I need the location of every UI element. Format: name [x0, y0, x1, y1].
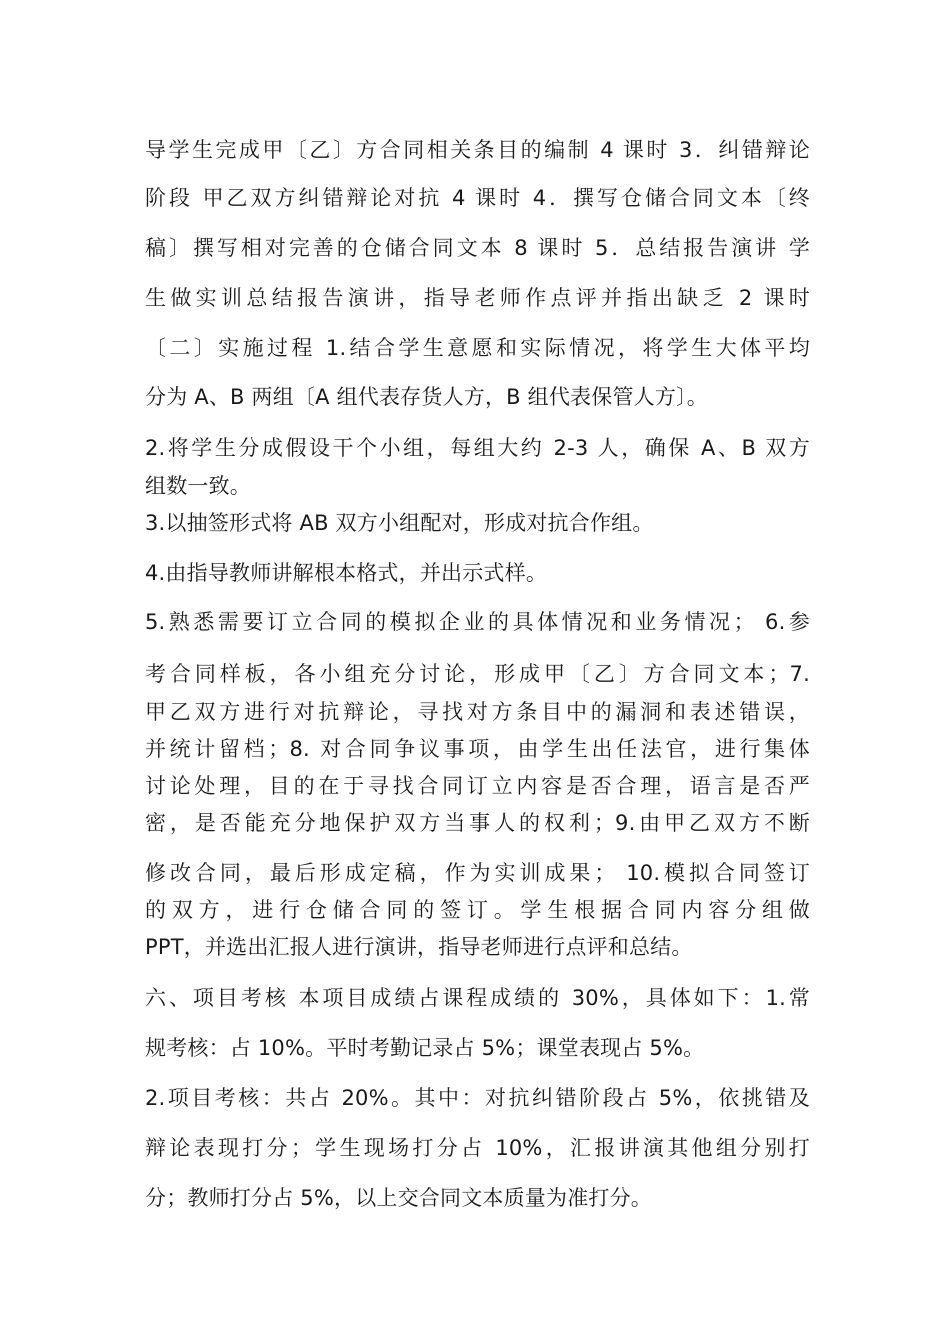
text-line-8: 组数一致。 — [145, 474, 251, 498]
text-line-19: PPT，并选出汇报人进行演讲，指导老师进行点评和总结。 — [145, 935, 693, 959]
text-line-16: 密，是否能充分地保护双方当事人的权利；9.由甲乙双方不断 — [145, 811, 810, 835]
text-line-3: 稿〕撰写相对完善的仓储合同文本 8 课时 5．总结报告演讲 学 — [145, 236, 810, 260]
text-line-24: 分；教师打分占 5%，以上交合同文本质量为准打分。 — [145, 1186, 652, 1210]
text-line-10: 4.由指导教师讲解根本格式，并出示式样。 — [145, 561, 548, 585]
text-line-4: 生做实训总结报告演讲，指导老师作点评并指出缺乏 2 课时 — [145, 286, 810, 310]
text-line-1: 导学生完成甲〔乙〕方合同相关条目的编制 4 课时 3．纠错辩论 — [145, 138, 810, 162]
text-line-21: 规考核：占 10%。平时考勤记录占 5%；课堂表现占 5%。 — [145, 1036, 705, 1060]
text-line-17: 修改合同，最后形成定稿，作为实训成果； 10.模拟合同签订 — [145, 861, 810, 885]
text-line-11: 5.熟悉需要订立合同的模拟企业的具体情况和业务情况； 6.参 — [145, 610, 810, 634]
text-line-7: 2.将学生分成假设干个小组，每组大约 2-3 人，确保 A、B 双方 — [145, 436, 810, 460]
text-line-14: 并统计留档；8. 对合同争议事项，由学生出任法官，进行集体 — [145, 737, 810, 761]
text-line-2: 阶段 甲乙双方纠错辩论对抗 4 课时 4．撰写仓储合同文本〔终 — [145, 186, 810, 210]
text-line-15: 讨论处理，目的在于寻找合同订立内容是否合理，语言是否严 — [145, 774, 810, 798]
text-line-12: 考合同样板，各小组充分讨论，形成甲〔乙〕方合同文本；7. — [145, 662, 810, 686]
text-line-6: 分为 A、B 两组〔A 组代表存货人方，B 组代表保管人方〕。 — [145, 385, 708, 409]
text-line-20: 六、项目考核 本项目成绩占课程成绩的 30%，具体如下：1.常 — [145, 986, 810, 1010]
text-line-13: 甲乙双方进行对抗辩论，寻找对方条目中的漏洞和表述错误， — [145, 700, 810, 724]
text-line-9: 3.以抽签形式将 AB 双方小组配对，形成对抗合作组。 — [145, 511, 654, 535]
text-line-22: 2.项目考核：共占 20%。其中：对抗纠错阶段占 5%，依挑错及 — [145, 1086, 810, 1110]
text-line-23: 辩论表现打分；学生现场打分占 10%，汇报讲演其他组分别打 — [145, 1136, 810, 1160]
text-line-5: 〔二〕实施过程 1.结合学生意愿和实际情况，将学生大体平均 — [145, 336, 810, 360]
text-line-18: 的双方，进行仓储合同的签订。学生根据合同内容分组做 — [145, 898, 810, 922]
